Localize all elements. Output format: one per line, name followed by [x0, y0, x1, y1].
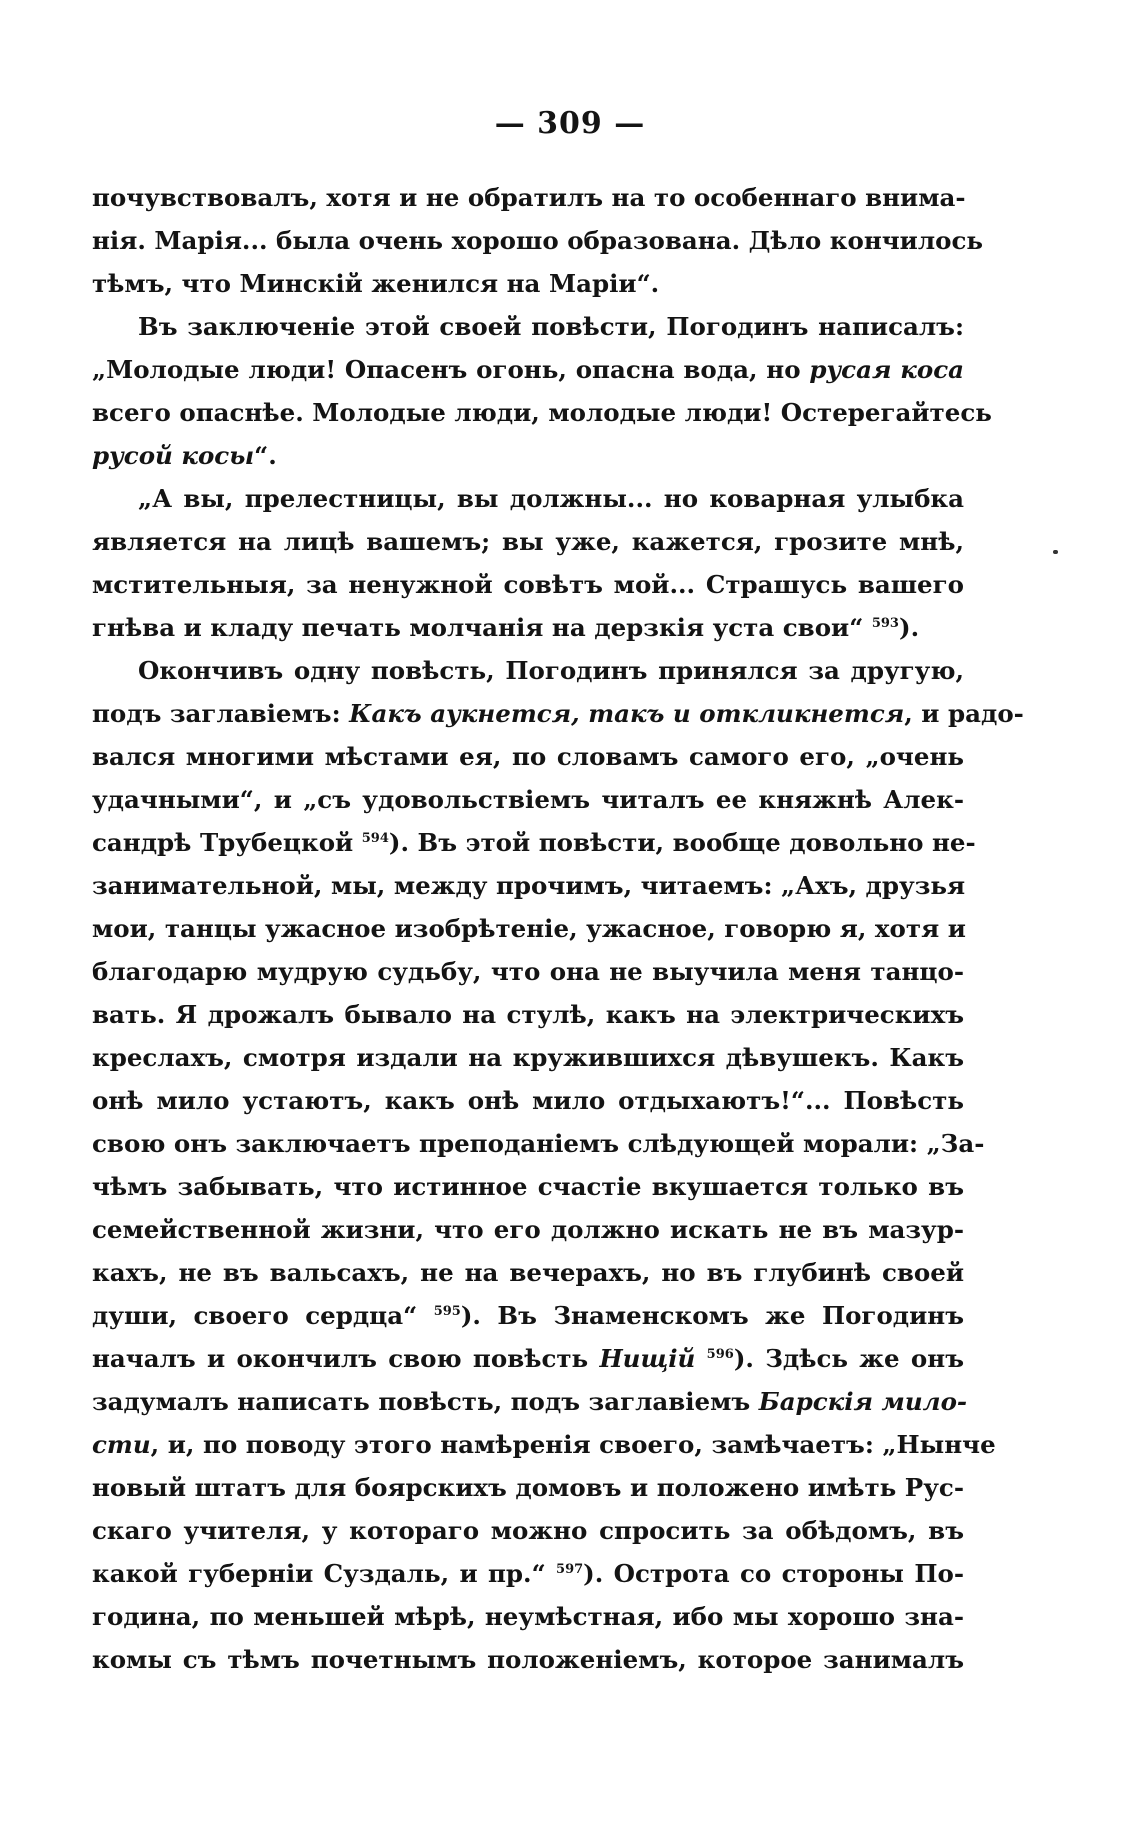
text-line: благодарю мудрую судьбу, что она не выучила меня танцо- [92, 957, 964, 986]
italic-phrase: Какъ аукнется, такъ и откликнется [349, 699, 905, 728]
text-line: сандрѣ Трубецкой $^{594}$). Въ этой повѣсти, вообще довольно не- [92, 828, 976, 857]
text-line: „Молодые люди! Опасенъ огонь, опасна вода, но русая коса [92, 355, 964, 384]
footnote-ref: 593 [871, 615, 899, 631]
text-line: креслахъ, смотря издали на кружившихся дѣвушекъ. Какъ [92, 1043, 964, 1072]
italic-phrase: Нищій [599, 1344, 696, 1373]
text-line: „А вы, прелестницы, вы должны... но коварная улыбка [138, 484, 964, 513]
footnote-ref: 597 [556, 1561, 584, 1577]
text-line: нія. Марія... была очень хорошо образована. Дѣло кончилось [92, 226, 984, 255]
text-line: вать. Я дрожалъ бывало на стулѣ, какъ на электрическихъ [92, 1000, 964, 1029]
text-line: година, по меньшей мѣрѣ, неумѣстная, ибо мы хорошо зна- [92, 1602, 964, 1631]
text-line: души, своего сердца“ $^{595}$). Въ Знаменскомъ же Погодинъ [92, 1301, 965, 1330]
text-line: Окончивъ одну повѣсть, Погодинъ принялся за другую, [138, 656, 964, 685]
text-line: тѣмъ, что Минскій женился на Маріи“. [92, 269, 660, 298]
page-number: — 309 — [494, 106, 646, 141]
text-line: кахъ, не въ вальсахъ, не на вечерахъ, но въ глубинѣ своей [92, 1258, 964, 1287]
text-line: занимательной, мы, между прочимъ, читаемъ: „Ахъ, друзья [92, 871, 966, 900]
text-line: почувствовалъ, хотя и не обратилъ на то особеннаго внима- [92, 183, 966, 212]
text-line: свою онъ заключаетъ преподаніемъ слѣдующей морали: „За- [92, 1129, 985, 1158]
text-line: задумалъ написать повѣсть, подъ заглавіемъ Барскія мило- [92, 1387, 968, 1416]
text-line: какой губерніи Суздаль, и пр.“ $^{597}$). Острота со стороны По- [92, 1559, 964, 1588]
italic-phrase: Барскія мило- [758, 1387, 968, 1416]
body-text [92, 176, 1024, 1681]
italic-phrase: сти [92, 1430, 151, 1459]
text-line: подъ заглавіемъ: Какъ аукнется, такъ и откликнется, и радо- [92, 699, 1024, 728]
text-line: гнѣва и кладу печать молчанія на дерзкія уста свои“ $^{593}$). [92, 613, 920, 642]
text-line: мстительныя, за ненужной совѣтъ мой... Страшусь вашего [92, 570, 964, 599]
text-line: новый штатъ для боярскихъ домовъ и положено имѣть Рус- [92, 1473, 964, 1502]
text-line: удачными“, и „съ удовольствіемъ читалъ ее княжнѣ Алек- [92, 785, 964, 814]
text-line: вался многими мѣстами ея, по словамъ самого его, „очень [92, 742, 964, 771]
footnote-ref: 596 [706, 1346, 734, 1362]
text-line: комы съ тѣмъ почетнымъ положеніемъ, которое занималъ [92, 1645, 964, 1674]
text-line: всего опаснѣе. Молодые люди, молодые люди! Остерегайтесь [92, 398, 992, 427]
text-line: чѣмъ забывать, что истинное счастіе вкушается только въ [92, 1172, 964, 1201]
text-line: мои, танцы ужасное изобрѣтеніе, ужасное, говорю я, хотя и [92, 914, 966, 943]
margin-mark [1053, 550, 1058, 554]
italic-phrase: русой косы [92, 441, 255, 470]
footnote-ref: 595 [433, 1303, 461, 1319]
text-line: скаго учителя, у котораго можно спросить за обѣдомъ, въ [92, 1516, 964, 1545]
text-line: является на лицѣ вашемъ; вы уже, кажется, грозите мнѣ, [92, 527, 964, 556]
text-line: началъ и окончилъ свою повѣсть Нищій $^{596}$). Здѣсь же онъ [92, 1344, 964, 1373]
text-line: семейственной жизни, что его должно искать не въ мазур- [92, 1215, 964, 1244]
text-line: сти, и, по поводу этого намѣренія своего, замѣчаетъ: „Нынче [92, 1430, 996, 1459]
italic-phrase: русая коса [809, 355, 964, 384]
text-line: Въ заключеніе этой своей повѣсти, Погодинъ написалъ: [138, 312, 964, 341]
text-line: русой косы“. [92, 441, 277, 470]
text-line: онѣ мило устаютъ, какъ онѣ мило отдыхаютъ!“... Повѣсть [92, 1086, 964, 1115]
footnote-ref: 594 [361, 830, 389, 846]
